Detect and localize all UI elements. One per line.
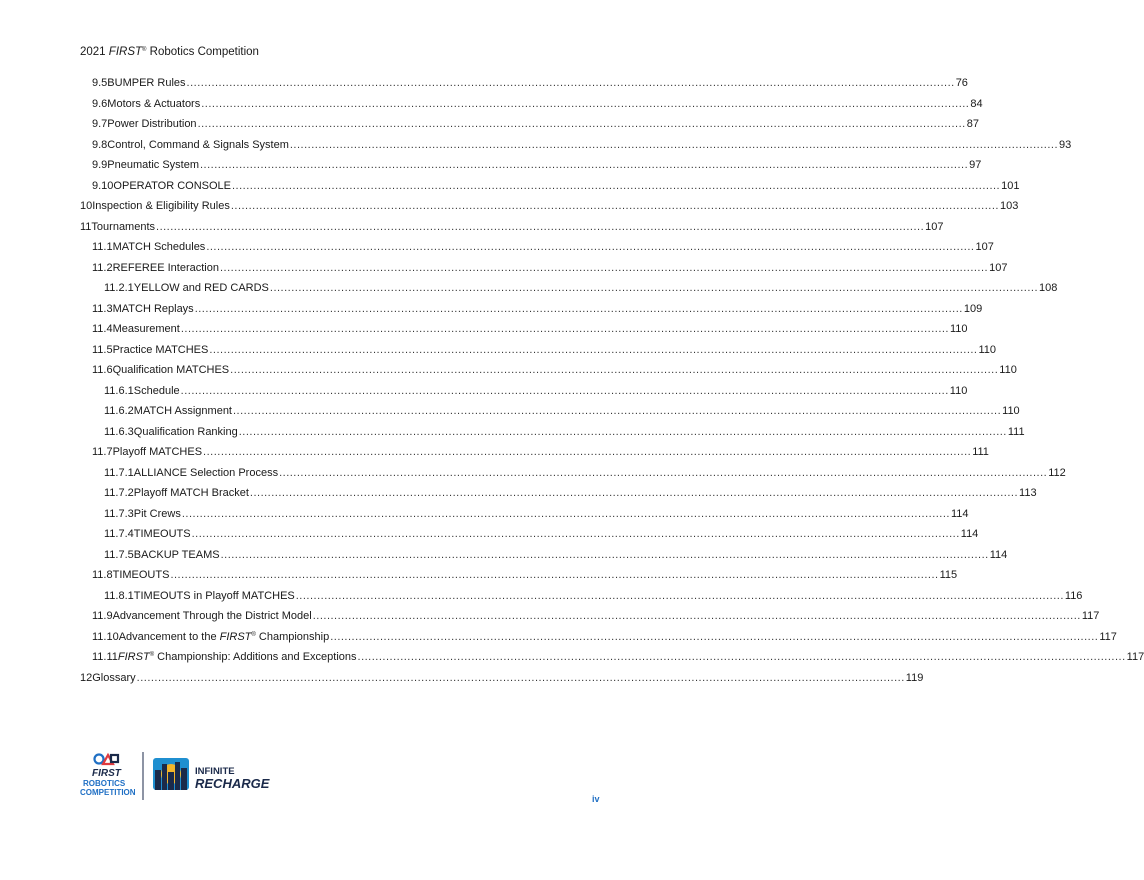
toc-entry[interactable] bbox=[80, 507, 969, 529]
toc-entry[interactable] bbox=[80, 651, 1144, 672]
toc-entry-page: 103 bbox=[999, 200, 1019, 212]
toc-entry-title: TIMEOUTS bbox=[112, 569, 170, 581]
toc-entry-title: Tournaments bbox=[91, 220, 156, 233]
toc-dot-leader bbox=[221, 549, 989, 561]
toc-entry-number: 9.8 bbox=[92, 138, 108, 151]
toc-title-reg-mark: ® bbox=[251, 631, 256, 638]
toc-entry-page: 107 bbox=[925, 220, 944, 233]
toc-entry[interactable] bbox=[80, 323, 968, 344]
toc-entry-page: 114 bbox=[989, 548, 1008, 561]
toc-dot-leader bbox=[187, 77, 955, 89]
toc-entry-title: Pit Crews bbox=[133, 507, 181, 520]
toc-entry[interactable] bbox=[80, 548, 1008, 570]
toc-entry[interactable] bbox=[80, 261, 1008, 283]
toc-entry-title: Practice MATCHES bbox=[112, 343, 209, 356]
toc-entry-number: 11.3 bbox=[92, 302, 113, 315]
toc-entry-title: TIMEOUTS in Playoff MATCHES bbox=[133, 589, 295, 602]
toc-entry-number: 11.9 bbox=[92, 610, 113, 622]
logo-infinite-word: INFINITE bbox=[195, 766, 235, 777]
toc-entry-number: 11.6.2 bbox=[104, 405, 134, 417]
toc-entry-title: MATCH Assignment bbox=[133, 405, 232, 417]
toc-dot-leader bbox=[209, 344, 977, 356]
toc-dot-leader bbox=[203, 446, 971, 458]
toc-entry[interactable] bbox=[80, 77, 968, 98]
toc-entry-number: 11.10 bbox=[92, 630, 119, 643]
toc-entry-title: Glossary bbox=[92, 671, 136, 684]
toc-entry-title: Qualification MATCHES bbox=[112, 364, 230, 376]
toc-entry-page: 116 bbox=[1064, 589, 1083, 602]
toc-entry-page: 110 bbox=[1002, 405, 1020, 417]
toc-entry-number: 11.4 bbox=[92, 323, 113, 335]
toc-entry-number: 11.5 bbox=[92, 343, 113, 356]
toc-entry-number: 11 bbox=[80, 220, 92, 233]
toc-entry-page: 101 bbox=[1001, 179, 1020, 192]
toc-entry-number: 10 bbox=[80, 200, 93, 212]
toc-entry-number: 11.1 bbox=[92, 241, 113, 253]
toc-entry-title: Pneumatic System bbox=[107, 159, 199, 171]
toc-entry-number: 11.6 bbox=[92, 364, 113, 376]
toc-entry-page: 112 bbox=[1048, 466, 1066, 479]
toc-entry-page: 107 bbox=[989, 261, 1008, 274]
toc-dot-leader bbox=[220, 262, 988, 274]
toc-dot-leader bbox=[290, 139, 1058, 151]
toc-entry-title: Control, Command & Signals System bbox=[107, 138, 289, 151]
document-header bbox=[80, 46, 259, 58]
toc-dot-leader bbox=[270, 282, 1038, 294]
toc-entry[interactable] bbox=[80, 630, 1117, 652]
toc-title-brand: FIRST bbox=[117, 651, 150, 663]
toc-entry-page: 111 bbox=[972, 446, 989, 458]
toc-dot-leader bbox=[156, 221, 924, 233]
toc-entry[interactable] bbox=[80, 671, 924, 693]
toc-dot-leader bbox=[233, 405, 1001, 417]
toc-entry-number: 9.10 bbox=[92, 179, 114, 192]
toc-entry-page: 76 bbox=[955, 77, 968, 89]
toc-entry-page: 114 bbox=[950, 507, 969, 520]
toc-entry-title: BACKUP TEAMS bbox=[133, 548, 220, 561]
toc-entry-number: 11.7.5 bbox=[104, 548, 134, 561]
toc-entry-page: 108 bbox=[1039, 282, 1058, 294]
toc-entry[interactable] bbox=[80, 302, 983, 324]
toc-entry-page: 84 bbox=[970, 97, 983, 110]
header-rest: Robotics Competition bbox=[149, 46, 259, 58]
toc-dot-leader bbox=[137, 672, 905, 684]
toc-entry-title: REFEREE Interaction bbox=[112, 261, 219, 274]
toc-dot-leader bbox=[200, 159, 968, 171]
logo-first-word: FIRST bbox=[92, 768, 121, 779]
toc-entry-title bbox=[118, 651, 357, 663]
toc-entry[interactable] bbox=[80, 159, 982, 180]
toc-dot-leader bbox=[231, 200, 999, 212]
toc-entry-title: Playoff MATCHES bbox=[112, 446, 203, 458]
toc-entry-number: 11.2.1 bbox=[104, 282, 134, 294]
toc-entry-title: Schedule bbox=[133, 384, 180, 397]
toc-title-reg-mark: ® bbox=[149, 652, 155, 658]
toc-dot-leader bbox=[181, 385, 949, 397]
toc-entry[interactable] bbox=[80, 528, 979, 549]
toc-entry[interactable] bbox=[80, 282, 1058, 303]
toc-entry-page: 110 bbox=[999, 364, 1017, 376]
first-logo-icon bbox=[95, 755, 119, 765]
toc-entry[interactable] bbox=[80, 241, 994, 262]
toc-entry[interactable] bbox=[80, 569, 958, 590]
city-skyline-icon bbox=[153, 758, 189, 790]
toc-entry-number: 11.7.1 bbox=[104, 466, 134, 479]
page-number: iv bbox=[592, 794, 600, 804]
toc-entry-page: 110 bbox=[949, 384, 968, 397]
toc-entry-title: BUMPER Rules bbox=[107, 77, 186, 89]
toc-entry-title: Playoff MATCH Bracket bbox=[133, 487, 249, 499]
toc-entry-title: OPERATOR CONSOLE bbox=[113, 179, 231, 192]
toc-entry[interactable] bbox=[80, 487, 1037, 508]
header-year: 2021 bbox=[80, 46, 106, 58]
toc-entry-page: 113 bbox=[1019, 487, 1037, 499]
toc-dot-leader bbox=[358, 651, 1126, 663]
toc-dot-leader bbox=[232, 180, 1000, 192]
toc-entry-number: 12 bbox=[80, 671, 93, 684]
toc-entry-title: TIMEOUTS bbox=[133, 528, 191, 540]
toc-title-prefix: Advancement to the bbox=[118, 630, 220, 643]
toc-entry[interactable] bbox=[80, 425, 1025, 447]
toc-entry[interactable] bbox=[80, 610, 1100, 631]
toc-entry-page: 109 bbox=[963, 302, 983, 315]
toc-dot-leader bbox=[250, 487, 1018, 499]
toc-dot-leader bbox=[330, 631, 1098, 643]
toc-entry-page: 97 bbox=[969, 159, 982, 171]
toc-entry-number: 9.7 bbox=[92, 118, 108, 130]
toc-dot-leader bbox=[279, 467, 1047, 479]
toc-dot-leader bbox=[198, 118, 966, 130]
toc-entry[interactable] bbox=[80, 220, 944, 242]
toc-entry-number: 11.7.3 bbox=[104, 507, 134, 520]
toc-entry-number: 11.7.4 bbox=[104, 528, 134, 540]
toc-entry-number: 11.7.2 bbox=[104, 487, 134, 499]
toc-entry-number: 9.9 bbox=[92, 159, 108, 171]
toc-entry-number: 11.8 bbox=[92, 569, 113, 581]
toc-entry-title: ALLIANCE Selection Process bbox=[133, 466, 279, 479]
toc-entry-number: 11.7 bbox=[92, 446, 113, 458]
toc-entry-page: 107 bbox=[975, 241, 994, 253]
toc-dot-leader bbox=[192, 528, 960, 540]
toc-entry-title: Measurement bbox=[112, 323, 180, 335]
table-of-contents bbox=[80, 77, 1144, 692]
toc-dot-leader bbox=[230, 364, 998, 376]
toc-entry-number: 11.6.3 bbox=[104, 425, 134, 438]
toc-entry-title: YELLOW and RED CARDS bbox=[133, 282, 269, 294]
toc-entry[interactable] bbox=[80, 138, 1072, 160]
toc-entry[interactable] bbox=[80, 200, 1019, 221]
toc-entry-page: 93 bbox=[1059, 138, 1072, 151]
toc-entry-number: 11.11 bbox=[92, 651, 118, 663]
toc-entry-page: 110 bbox=[978, 343, 997, 356]
toc-dot-leader bbox=[239, 426, 1007, 438]
logo-robotics-word: ROBOTICS bbox=[83, 779, 126, 788]
toc-entry-number: 9.5 bbox=[92, 77, 108, 89]
toc-title-brand: FIRST bbox=[219, 630, 252, 643]
toc-entry-number: 9.6 bbox=[92, 97, 108, 110]
toc-dot-leader bbox=[195, 303, 963, 315]
toc-entry-title bbox=[119, 631, 329, 643]
toc-entry-page: 117 bbox=[1126, 651, 1144, 663]
toc-entry-page: 115 bbox=[939, 569, 958, 581]
logo-recharge-word: RECHARGE bbox=[195, 776, 270, 791]
toc-entry-number: 11.6.1 bbox=[104, 384, 134, 397]
toc-entry[interactable] bbox=[80, 446, 989, 467]
toc-entry[interactable] bbox=[80, 343, 997, 365]
toc-entry-page: 117 bbox=[1081, 610, 1100, 622]
toc-dot-leader bbox=[313, 610, 1081, 622]
toc-entry-number: 11.8.1 bbox=[104, 589, 134, 602]
toc-entry-page: 87 bbox=[966, 118, 979, 130]
toc-entry[interactable] bbox=[80, 405, 1020, 426]
toc-entry-page: 119 bbox=[905, 671, 924, 684]
toc-entry-page: 111 bbox=[1007, 425, 1025, 438]
toc-title-suffix: Championship bbox=[255, 630, 330, 643]
toc-entry[interactable] bbox=[80, 466, 1066, 488]
toc-title-suffix: Championship: Additions and Exceptions bbox=[154, 651, 357, 663]
toc-entry-page: 114 bbox=[960, 528, 979, 540]
logo-competition-word: COMPETITION bbox=[80, 788, 136, 797]
toc-entry-title: Qualification Ranking bbox=[133, 425, 238, 438]
toc-entry[interactable] bbox=[80, 589, 1083, 611]
toc-entry-title: MATCH Schedules bbox=[112, 241, 206, 253]
toc-dot-leader bbox=[201, 98, 969, 110]
toc-entry[interactable] bbox=[80, 384, 968, 406]
toc-dot-leader bbox=[181, 323, 949, 335]
toc-entry-page: 110 bbox=[950, 323, 968, 335]
toc-entry[interactable] bbox=[80, 364, 1017, 385]
toc-entry-title: Power Distribution bbox=[107, 118, 197, 130]
toc-entry-title: MATCH Replays bbox=[112, 302, 194, 315]
toc-entry-title: Inspection & Eligibility Rules bbox=[92, 200, 230, 212]
toc-entry[interactable] bbox=[80, 97, 983, 119]
toc-dot-leader bbox=[206, 241, 974, 253]
toc-entry[interactable] bbox=[80, 118, 979, 139]
toc-entry-page: 117 bbox=[1099, 630, 1117, 643]
footer-logos bbox=[80, 752, 270, 804]
toc-entry-title: Advancement Through the District Model bbox=[112, 610, 312, 622]
toc-entry-title: Motors & Actuators bbox=[107, 97, 201, 110]
toc-dot-leader bbox=[182, 508, 950, 520]
toc-dot-leader bbox=[296, 590, 1064, 602]
toc-entry-number: 11.2 bbox=[92, 261, 113, 274]
logo-graphic bbox=[80, 752, 270, 804]
header-reg-mark: ® bbox=[142, 47, 147, 53]
toc-dot-leader bbox=[170, 569, 938, 581]
toc-entry[interactable] bbox=[80, 179, 1020, 201]
header-brand: FIRST bbox=[108, 46, 143, 58]
